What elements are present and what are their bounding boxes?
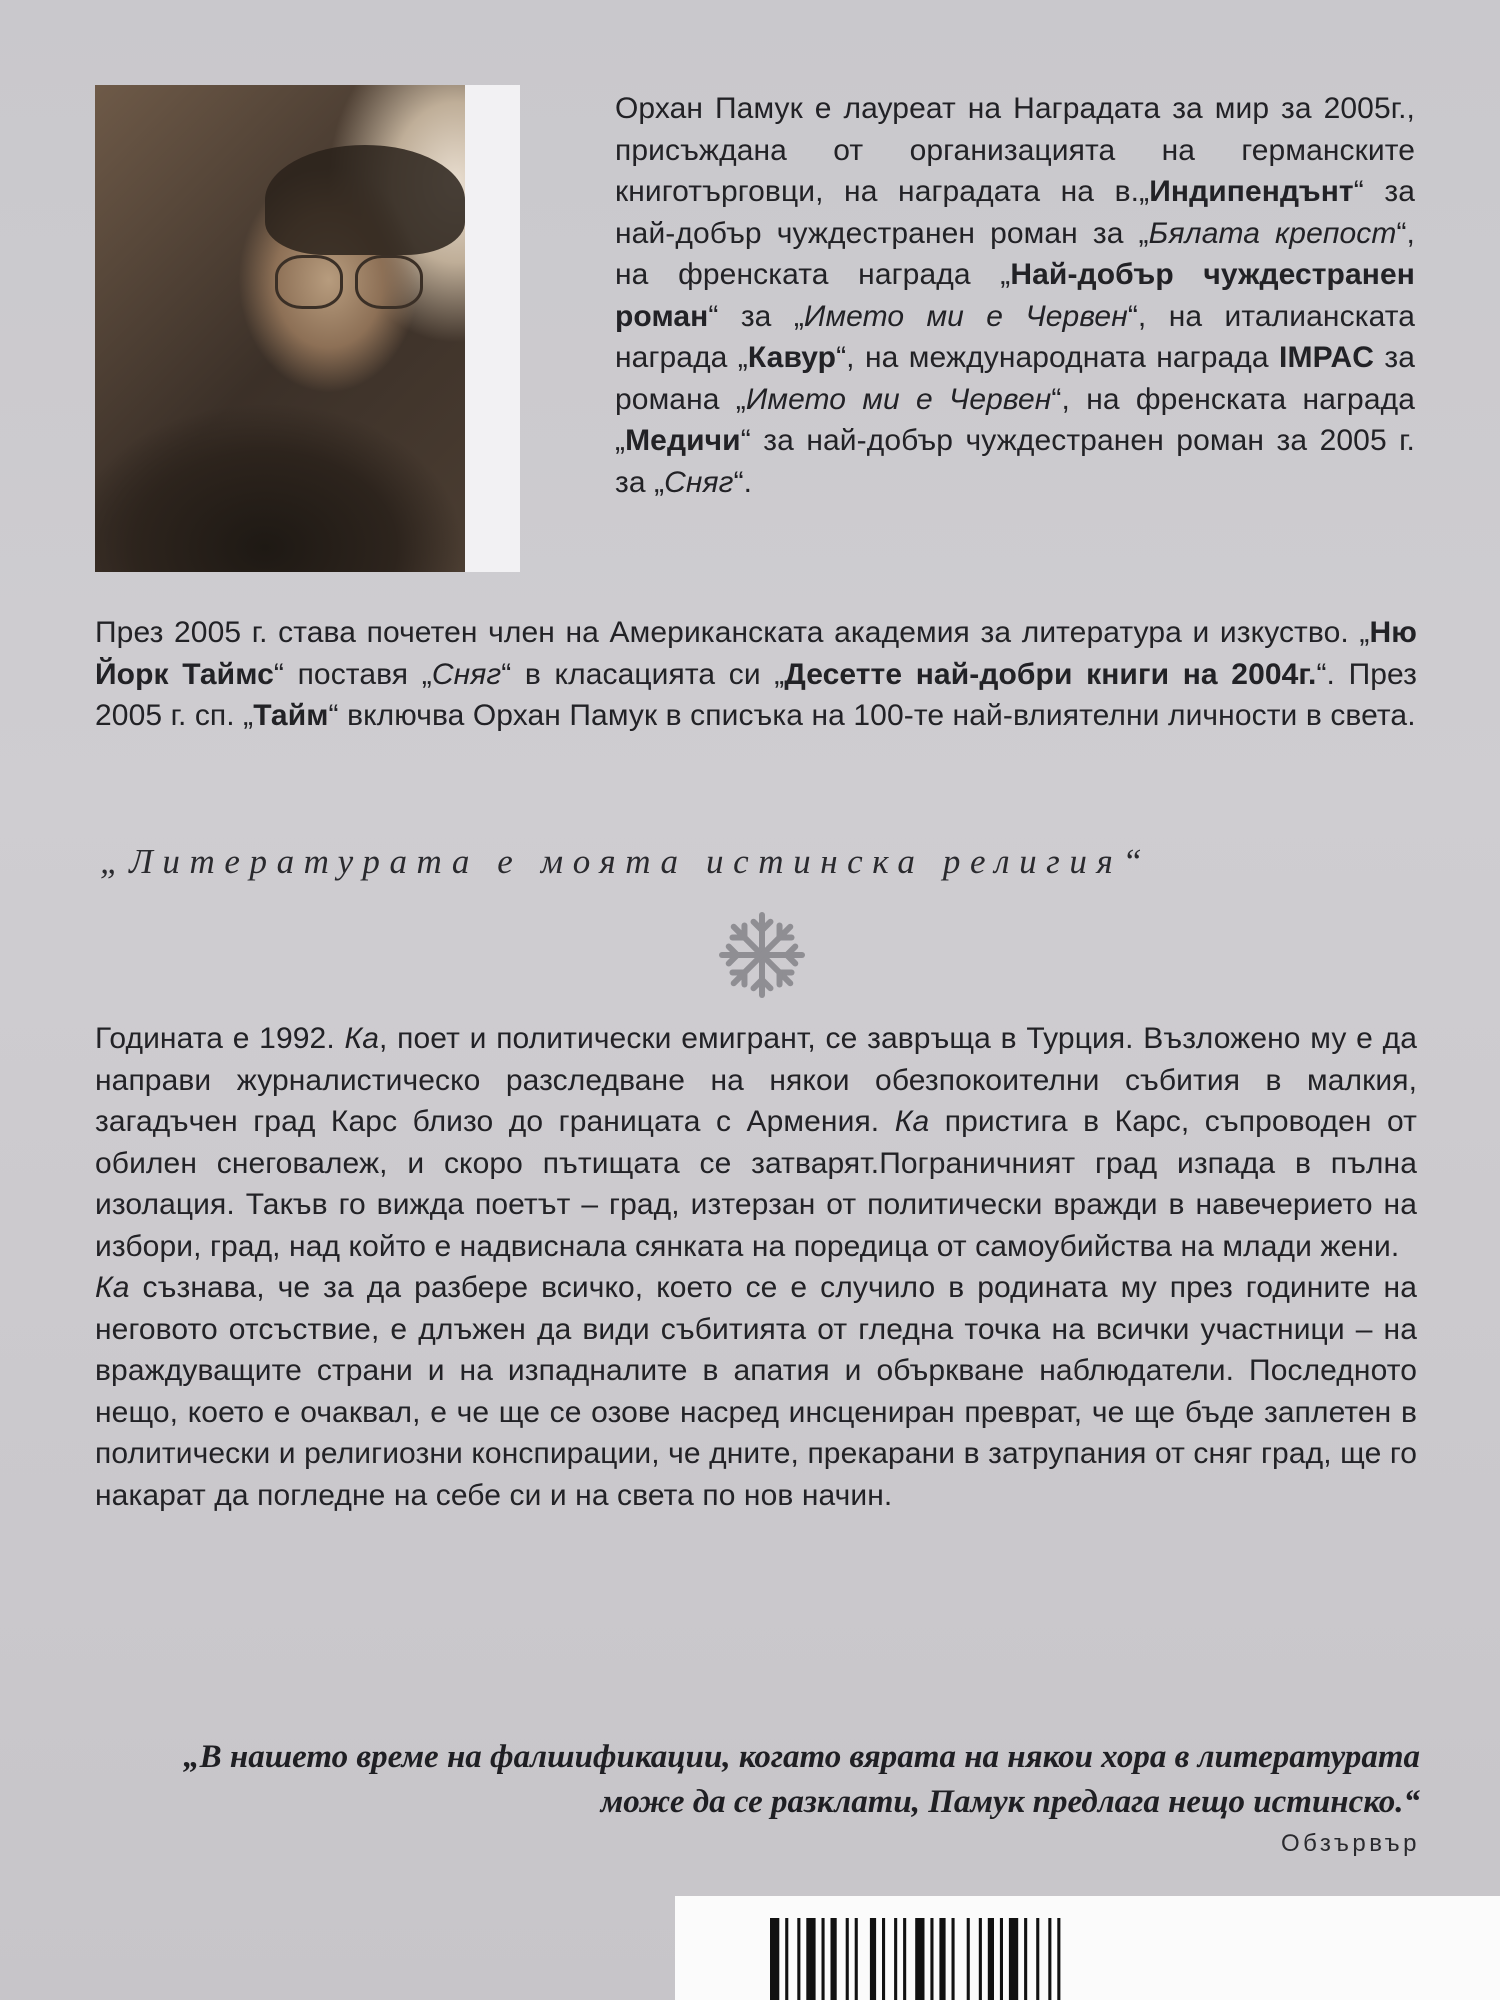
author-bio-paragraph — [615, 88, 1415, 503]
barcode-bar — [930, 1918, 933, 2000]
barcode-bar — [855, 1918, 858, 2000]
barcode-bar — [952, 1918, 955, 2000]
bold-phrase: Десетте най-добри книги на 2004г. — [784, 657, 1317, 691]
bold-phrase: Индипендънт — [1149, 175, 1354, 208]
photo-light-strip — [465, 85, 520, 572]
text-run: “, на френската награда „ — [615, 216, 1415, 291]
review-source: Обзървър — [1280, 1830, 1420, 1857]
barcode-bar — [1036, 1918, 1039, 2000]
barcode-bar — [1048, 1918, 1051, 2000]
book-summary-paragraph — [95, 1018, 1417, 1516]
barcode-bar — [915, 1918, 924, 2000]
text-run: “ за най-добър чуждестранен роман за 2005 г. за „ — [615, 424, 1415, 499]
snowflake-icon — [717, 910, 807, 1000]
motto-quote: „Литературата е моята истинска религия“ — [100, 842, 1152, 881]
bold-phrase: IMPAC — [1279, 341, 1374, 374]
barcode-bar — [822, 1918, 825, 2000]
barcode-icon — [770, 1918, 1130, 2000]
italic-phrase: Ка — [894, 1105, 930, 1138]
text-run: пристига в Карс, съпроводен от обилен снеговалеж, и скоро пътищата се затварят.Пограничният град изпада в пълна изолация. Такъв го вижда поетът – град, изтерзан от политически вражди в навечерието на избори, град, над който е надвиснала сянката на поредица от самоубийства на млади жени. — [95, 1105, 1417, 1263]
barcode-bar — [1057, 1918, 1060, 2000]
barcode-bar — [882, 1918, 885, 2000]
italic-phrase: Името ми е Червен — [745, 382, 1052, 416]
barcode-bar — [903, 1918, 906, 2000]
text-run: “. През 2005 г. сп. „ — [95, 657, 1418, 732]
bold-phrase: Кавур — [747, 341, 837, 374]
barcode-bar — [770, 1918, 779, 2000]
barcode-bar — [979, 1918, 982, 2000]
barcode-bar — [1024, 1918, 1027, 2000]
bold-phrase: Тайм — [253, 699, 329, 732]
text-run: “ в класацията си „ — [501, 657, 785, 691]
barcode-bar — [894, 1918, 897, 2000]
barcode-bar — [988, 1918, 994, 2000]
photo-glasses-shape — [275, 255, 425, 310]
bold-phrase: Медичи — [625, 424, 741, 457]
italic-phrase: Бялата крепост — [1148, 216, 1397, 250]
text-run: “, на италианската награда „ — [615, 299, 1415, 374]
barcode-bar — [846, 1918, 849, 2000]
italic-phrase: Ка — [344, 1022, 380, 1055]
barcode-bar — [831, 1918, 837, 2000]
text-run: “ поставя „ — [273, 657, 432, 691]
barcode-panel — [675, 1896, 1500, 2000]
text-run: Годината е 1992. — [95, 1022, 345, 1055]
barcode-bar — [967, 1918, 970, 2000]
text-run: Орхан Памук е лауреат на Наградата за мир за 2005г., присъждана от организацията на германските книготърговци, на наградата на в.„ — [615, 92, 1415, 208]
italic-phrase: Името ми е Червен — [803, 299, 1128, 333]
barcode-bar — [785, 1918, 788, 2000]
text-run: През 2005 г. става почетен член на Американската академия за литература и изкуство. „ — [95, 616, 1370, 649]
italic-phrase: Сняг — [431, 657, 502, 691]
barcode-bar — [939, 1918, 945, 2000]
barcode-bar — [1000, 1918, 1003, 2000]
academy-membership-paragraph — [95, 612, 1417, 737]
author-photo — [95, 85, 520, 572]
italic-phrase: Ка — [95, 1271, 130, 1304]
review-quote: „В нашето време на фалшификации, когато вярата на някои хора в литературата може да се разклати, Памук предлага нещо истинско.“ — [183, 1739, 1420, 1820]
text-run: “. — [733, 465, 753, 499]
barcode-bar — [870, 1918, 876, 2000]
italic-phrase: Сняг — [664, 465, 734, 499]
barcode-bar — [806, 1918, 815, 2000]
text-run: “ включва Орхан Памук в списъка на 100-те най-влиятелни личности в света. — [328, 699, 1416, 732]
text-run: “ за най-добър чуждестранен роман за „ — [615, 175, 1415, 250]
barcode-bar — [1009, 1918, 1018, 2000]
text-run: “, на френската награда „ — [615, 382, 1415, 457]
bold-phrase: Ню Йорк Таймс — [95, 616, 1417, 691]
text-run: “ за „ — [708, 299, 804, 333]
barcode-bar — [797, 1918, 800, 2000]
text-run: съзнава, че за да разбере всичко, което се е случило в родината му през годините на неговото отсъствие, е длъжен да види събитията от гледна точка на всички участници – на враждуващите страни и на изпадналите в апатия и объркване наблюдатели. Последното нещо, което е очаквал, е че ще се озове насред инсцениран преврат, че ще бъде заплетен в политически и религиозни конспирации, че дните, прекарани в затрупания от сняг град, ще го накарат да погледне на себе си и на света по нов начин. — [95, 1271, 1417, 1512]
text-run: , поет и политически емигрант, се завръща в Турция. Възложено му е да направи журналистическо разследване на някои обезпокоителни събития в малкия, загадъчен град Карс близо до границата с Армения. — [95, 1022, 1418, 1138]
text-run: за романа „ — [615, 341, 1415, 416]
text-run: “, на международната награда — [836, 341, 1280, 374]
bold-phrase: Най-добър чуждестранен роман — [615, 258, 1415, 333]
photo-hair-shape — [265, 145, 465, 255]
